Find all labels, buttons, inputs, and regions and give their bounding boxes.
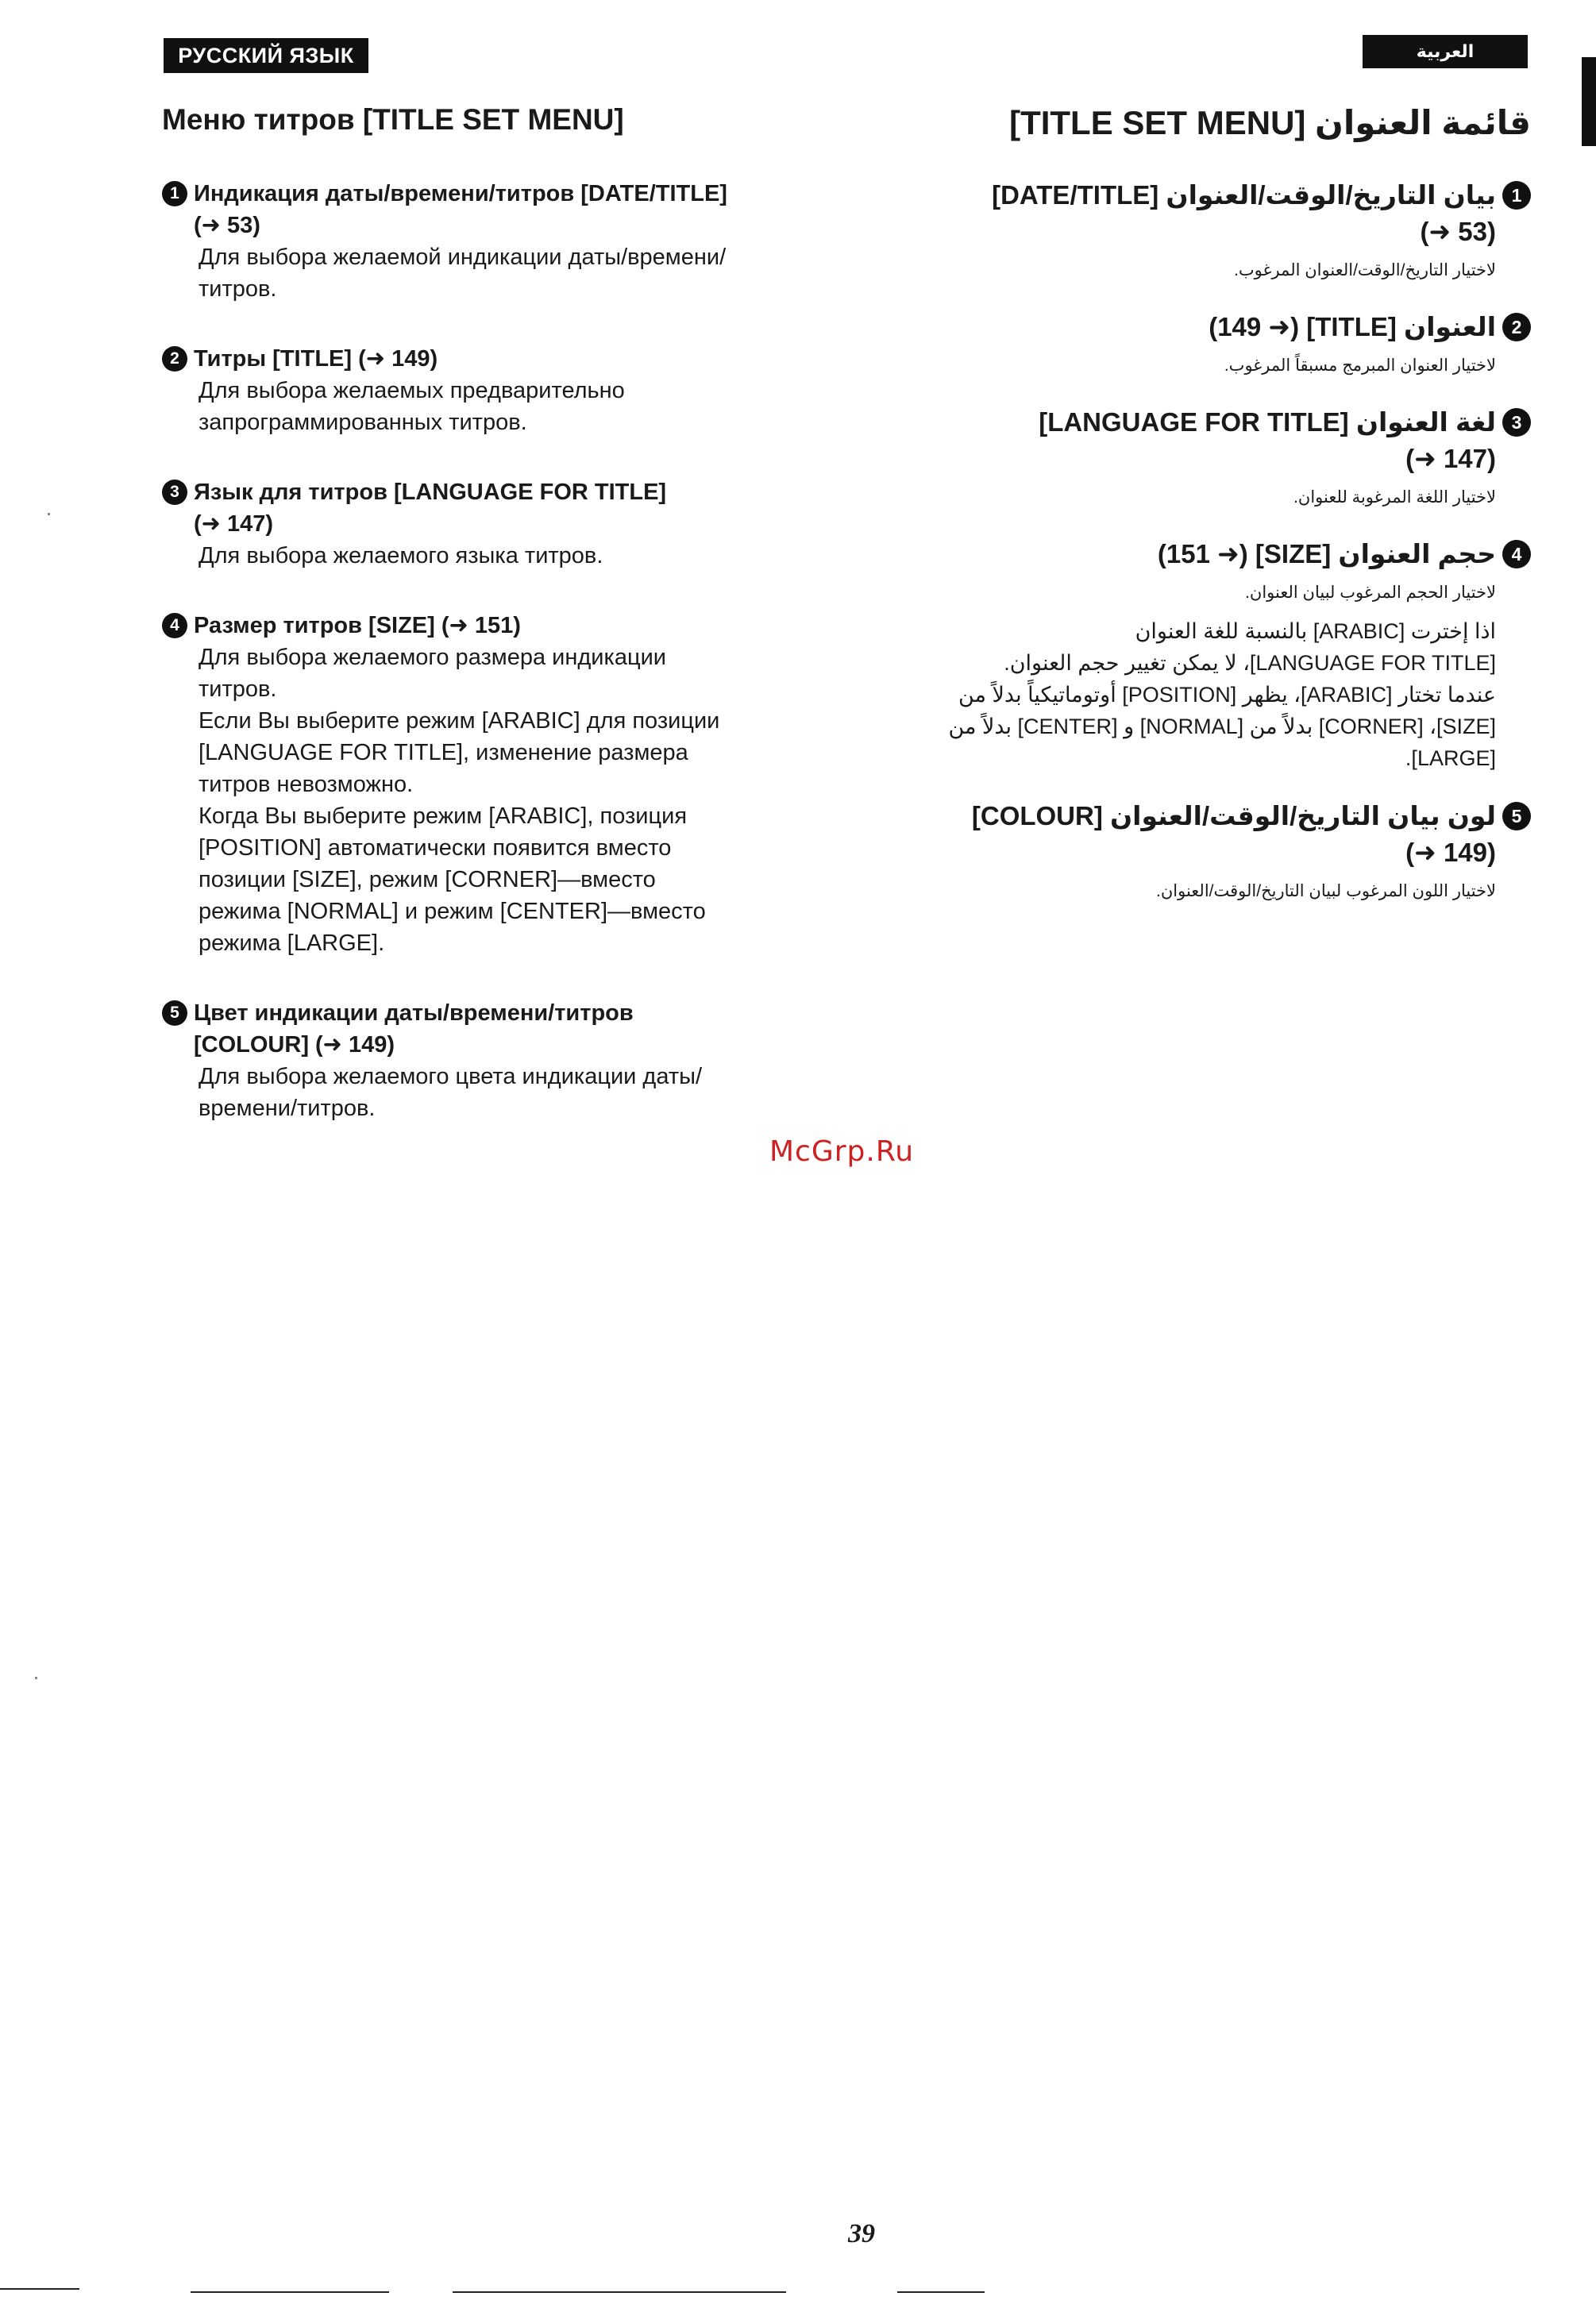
arabic-item-description: لاختيار اللغة المرغوبة للعنوان. bbox=[1293, 488, 1496, 507]
arabic-item-title: لون بيان التاريخ/الوقت/العنوان [COLOUR] bbox=[971, 801, 1496, 830]
arabic-column bbox=[905, 103, 1531, 930]
russian-item-description: Для выбора желаемой индикации даты/времени/ титров. bbox=[199, 245, 727, 302]
bottom-rule bbox=[191, 2291, 389, 2293]
bottom-rule bbox=[453, 2291, 786, 2293]
arabic-item-4 bbox=[905, 536, 1531, 774]
number-2-icon: 2 bbox=[162, 346, 187, 372]
russian-item-title: Язык для титров [LANGUAGE FOR TITLE] (➜ 147) bbox=[194, 480, 667, 537]
arabic-page-reference: (➜ 53) bbox=[1420, 217, 1496, 246]
russian-column bbox=[162, 103, 813, 1162]
bottom-rule bbox=[897, 2291, 985, 2293]
arabic-item-title: حجم العنوان [SIZE] (➜ 151) bbox=[1157, 539, 1496, 568]
arabic-item-description: لاختيار الحجم المرغوب لبيان العنوان. bbox=[1245, 584, 1496, 602]
number-5-icon: 5 bbox=[1502, 802, 1531, 830]
russian-language-badge: РУССКИЙ ЯЗЫК bbox=[164, 38, 368, 73]
watermark-text: McGrp.Ru bbox=[769, 1135, 915, 1168]
arabic-page-reference: (➜ 147) bbox=[1405, 444, 1496, 473]
russian-item-5 bbox=[162, 997, 813, 1124]
russian-item-1 bbox=[162, 178, 813, 305]
russian-item-2 bbox=[162, 343, 813, 438]
arabic-page-reference: (➜ 149) bbox=[1405, 838, 1496, 867]
arabic-language-badge: العربية bbox=[1363, 35, 1528, 68]
number-1-icon: 1 bbox=[1502, 181, 1531, 210]
number-4-icon: 4 bbox=[1502, 540, 1531, 568]
arabic-section-title: قائمة العنوان [TITLE SET MENU] bbox=[1009, 104, 1531, 141]
russian-item-title: Размер титров [SIZE] (➜ 151) bbox=[194, 613, 521, 638]
arabic-item-2 bbox=[905, 309, 1531, 380]
arabic-item-description: لاختيار اللون المرغوب لبيان التاريخ/الوقت/العنوان. bbox=[1156, 882, 1496, 900]
number-3-icon: 3 bbox=[162, 480, 187, 505]
number-5-icon: 5 bbox=[162, 1000, 187, 1026]
arabic-item-description: لاختيار العنوان المبرمج مسبقاً المرغوب. bbox=[1224, 356, 1496, 375]
scan-speck bbox=[35, 1677, 37, 1679]
arabic-item-title: بيان التاريخ/الوقت/العنوان [DATE/TITLE] bbox=[992, 180, 1496, 210]
russian-item-3 bbox=[162, 476, 813, 572]
number-2-icon: 2 bbox=[1502, 313, 1531, 341]
arabic-item-description: لاختيار التاريخ/الوقت/العنوان المرغوب. bbox=[1234, 261, 1496, 279]
russian-item-4 bbox=[162, 610, 813, 959]
russian-item-description: Для выбора желаемого языка титров. bbox=[199, 543, 603, 568]
russian-item-description: Для выбора желаемого размера индикации титров. Если Вы выберите режим [ARABIC] для позиции [LANGUAGE FOR TITLE], изменение размера титров невозможно. Когда Вы выберите режим [ARABIC], позиция [POSITION] автоматически появится вместо позиции [SIZE], режим [CORNER]—вместо режима [NORMAL] и режим [CENTER]—вместо режима [LARGE]. bbox=[199, 645, 720, 956]
russian-item-title: Индикация даты/времени/титров [DATE/TITLE] (➜ 53) bbox=[194, 181, 727, 238]
number-4-icon: 4 bbox=[162, 613, 187, 638]
arabic-item-title: لغة العنوان [LANGUAGE FOR TITLE] bbox=[1039, 407, 1496, 437]
russian-section-title: Меню титров [TITLE SET MENU] bbox=[162, 103, 624, 136]
arabic-item-title: العنوان [TITLE] (➜ 149) bbox=[1209, 312, 1496, 341]
bottom-rule bbox=[0, 2288, 79, 2290]
russian-item-description: Для выбора желаемых предварительно запрограммированных титров. bbox=[199, 378, 625, 435]
russian-item-title: Титры [TITLE] (➜ 149) bbox=[194, 346, 438, 372]
edge-index-tab bbox=[1582, 57, 1596, 146]
scan-speck bbox=[48, 513, 50, 515]
arabic-item-3 bbox=[905, 404, 1531, 512]
page-number: 39 bbox=[848, 2219, 875, 2248]
arabic-item-note: اذا إخترت [ARABIC] بالنسبة للغة العنوان [LANGUAGE FOR TITLE]، لا يمكن تغيير حجم العنوان. عندما تختار [ARABIC]، يظهر [POSITION] أوتوماتيكياً بدلاً من [SIZE]، [CORNER] بدلاً من [NORMAL] و [CENTER] بدلاً من [LARGE]. bbox=[948, 619, 1496, 770]
arabic-item-5 bbox=[905, 798, 1531, 906]
number-1-icon: 1 bbox=[162, 181, 187, 206]
russian-item-description: Для выбора желаемого цвета индикации даты/ времени/титров. bbox=[199, 1064, 703, 1121]
arabic-item-1 bbox=[905, 177, 1531, 285]
number-3-icon: 3 bbox=[1502, 408, 1531, 437]
russian-item-title: Цвет индикации даты/времени/титров [COLOUR] (➜ 149) bbox=[194, 1000, 634, 1058]
